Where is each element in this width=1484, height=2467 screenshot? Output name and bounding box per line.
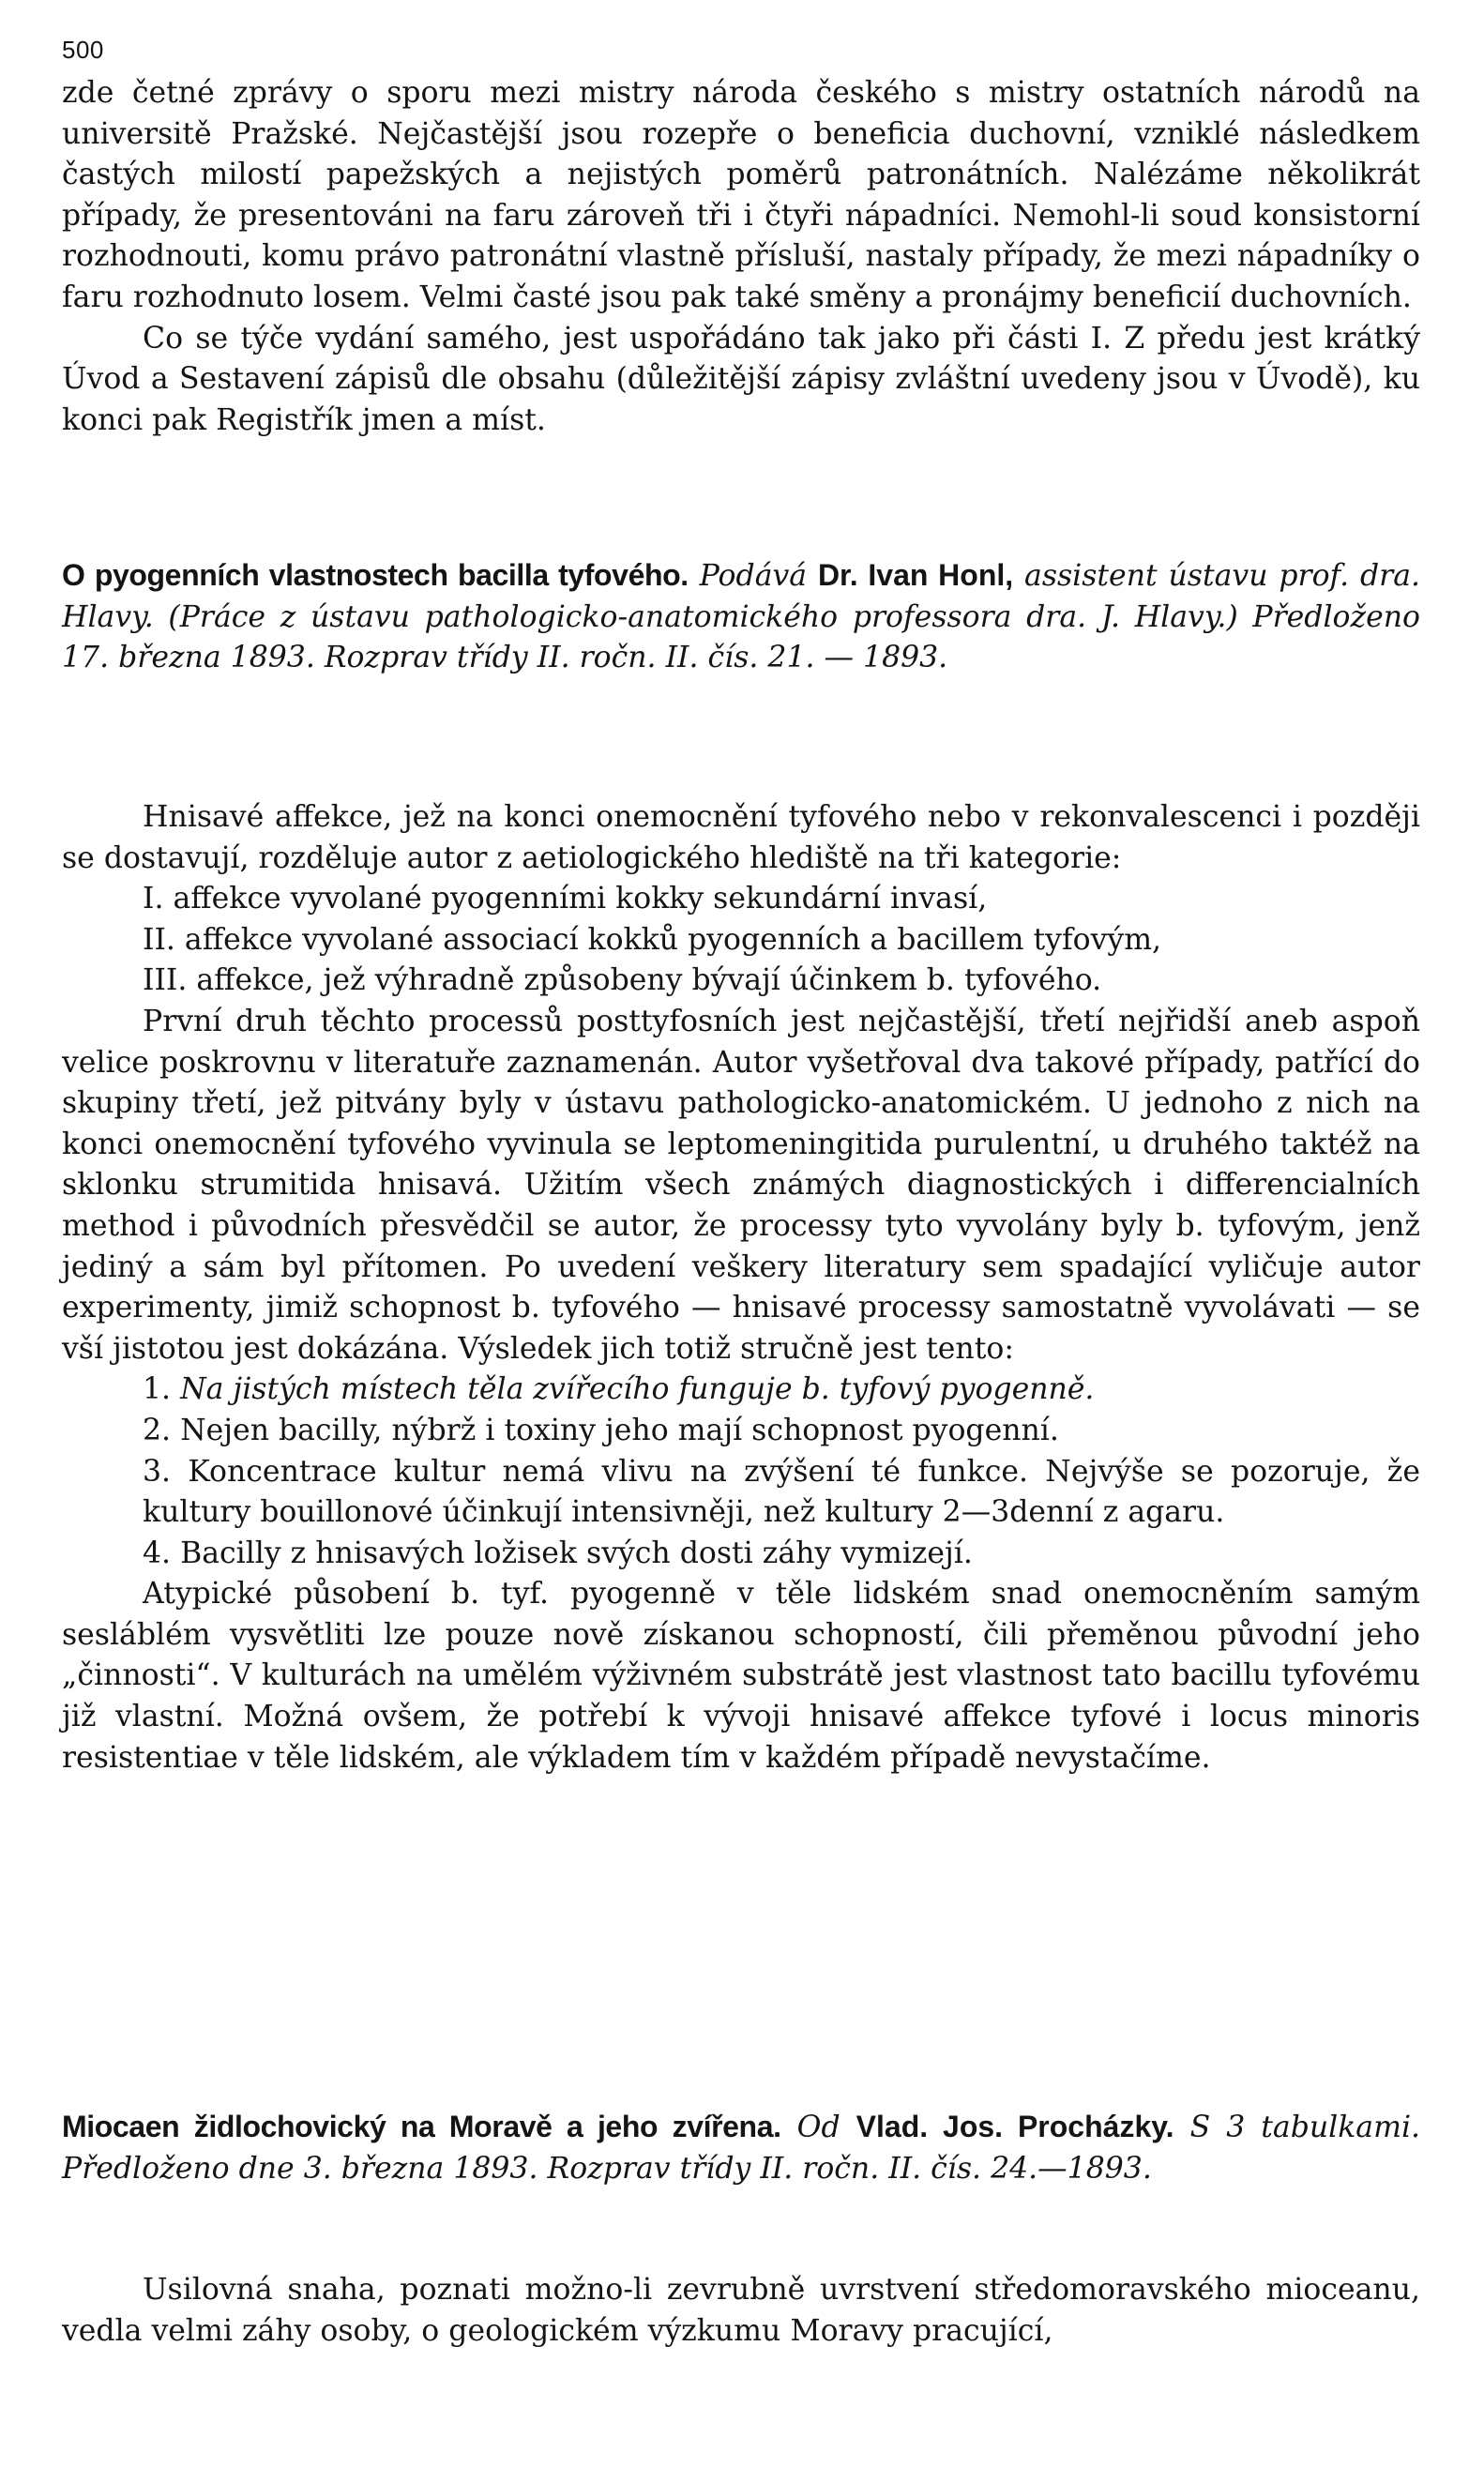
list-item: II. affekce vyvolané associací kokků pyogenních a bacillem tyfovým,	[143, 922, 1162, 957]
article-author: Vlad. Jos. Procházky.	[856, 2110, 1174, 2143]
item-text: Na jistých místech těla zvířecího funguje b. tyfový pyogenně.	[180, 1372, 1095, 1407]
article-body	[62, 797, 1420, 1778]
item-text: Bacilly z hnisavých ložisek svých dosti záhy vymizejí.	[180, 1536, 973, 1570]
list-item	[62, 1452, 1420, 1534]
article-title: O pyogenních vlastnostech bacilla tyfového.	[62, 558, 689, 592]
section-continuation	[62, 73, 1420, 441]
item-number: 3.	[143, 1454, 172, 1489]
list-item	[62, 1370, 1420, 1411]
by-prefix: Podává	[699, 559, 808, 593]
paragraph: Hnisavé affekce, jež na konci onemocnění tyfového nebo v rekonvalescenci i později se dostavují, rozděluje autor z aetiologického hlediště na tři kategorie:	[62, 800, 1420, 875]
article-body	[62, 2270, 1420, 2352]
paragraph: Co se týče vydání samého, jest uspořádáno tak jako při části I. Z předu jest krátký Úvod a Sestavení zápisů dle obsahu (důležitější zápisy zvláštní uvedeny jsou v Úvodě), ku konci pak Registřík jmen a míst.	[62, 321, 1420, 437]
item-text: Koncentrace kultur nemá vlivu na zvýšení té funkce. Nejvýše se pozoruje, že kultury bouillonové účinkují intensivněji, než kultury 2—3denní z agaru.	[143, 1454, 1420, 1530]
paragraph: Usilovná snaha, poznati možno-li zevrubně uvrstvení středomoravského mioceanu, vedla velmi záhy osoby, o geologickém výzkumu Moravy pracující,	[62, 2273, 1420, 2348]
list-item: I. affekce vyvolané pyogenními kokky sekundární invasí,	[143, 882, 988, 916]
item-number: 4.	[143, 1536, 172, 1570]
article-citation: assistent ústavu prof. dra. Hlavy. (Práce z ústavu pathologicko-anatomického professora dra. J. Hlavy.) Předloženo 17. března 1893. Rozprav třídy II. ročn. II. čís. 21. — 1893.	[62, 559, 1421, 675]
article-author: Dr. Ivan Honl,	[817, 558, 1014, 592]
by-prefix: Od	[796, 2111, 840, 2144]
list-item	[62, 1534, 1420, 1575]
list-item: III. affekce, jež výhradně způsobeny bývají účinkem b. tyfového.	[143, 963, 1102, 998]
paragraph: Atypické působení b. tyf. pyogenně v těle lidském snad onemocněním samým sesláblém vysvětliti lze pouze nově získanou schopností, čili přeměnou původní jeho „činnosti“. V kulturách na umělém výživném substrátě jest vlastnost tato bacillu tyfovému již vlastní. Možná ovšem, že potřebí k vývoji hnisavé affekce tyfové i locus minoris resistentiae v těle lidském, ale výkladem tím v každém případě nevystačíme.	[62, 1577, 1420, 1775]
article-title: Miocaen židlochovický na Moravě a jeho zvířena.	[62, 2110, 781, 2143]
list-item	[62, 1411, 1420, 1452]
item-text: Nejen bacilly, nýbrž i toxiny jeho mají schopnost pyogenní.	[180, 1413, 1059, 1447]
article-heading	[62, 555, 1420, 679]
article-citation: S 3 tabulkami. Předloženo dne 3. března 1893. Rozprav třídy II. ročn. II. čís. 24.—1893.	[62, 2111, 1421, 2186]
paragraph: zde četné zprávy o sporu mezi mistry národa českého s mistry ostatních národů na universitě Pražské. Nejčastější jsou rozepře o beneficia duchovní, vzniklé následkem častých milostí papežských a nejistých poměrů patronátních. Nalézáme několikrát případy, že presentováni na faru zároveň tři i čtyři nápadníci. Nemohl-li soud konsistorní rozhodnouti, komu právo patronátní vlastně přísluší, nastaly případy, že mezi nápadníky o faru rozhodnuto losem. Velmi časté jsou pak také směny a pronájmy beneficií duchovních.	[62, 76, 1420, 314]
results-list	[62, 1370, 1420, 1574]
article-heading	[62, 2107, 1420, 2189]
category-list	[62, 879, 1420, 1002]
page-number: 500	[62, 36, 104, 64]
item-number: 2.	[143, 1413, 172, 1447]
paragraph: První druh těchto processů posttyfosních jest nejčastější, třetí nejřidší aneb aspoň velice poskrovnu v literatuře zaznamenán. Autor vyšetřoval dva takové případy, patřící do skupiny třetí, jež pitvány byly v ústavu pathologicko-anatomickém. U jednoho z nich na konci onemocnění tyfového vyvinula se leptomeningitida purulentní, u druhého taktéž na sklonku strumitida hnisavá. Užitím všech známých diagnostických i differencialních method i původních přesvědčil se autor, že processy tyto vyvolány byly b. tyfovým, jenž jediný a sám byl přítomen. Po uvedení veškery literatury sem spadající vyličuje autor experimenty, jimiž schopnost b. tyfového — hnisavé processy samostatně vyvolávati — se vší jistotou jest dokázána. Výsledek jich totiž stručně jest tento:	[62, 1004, 1420, 1366]
item-number: 1.	[143, 1372, 172, 1407]
